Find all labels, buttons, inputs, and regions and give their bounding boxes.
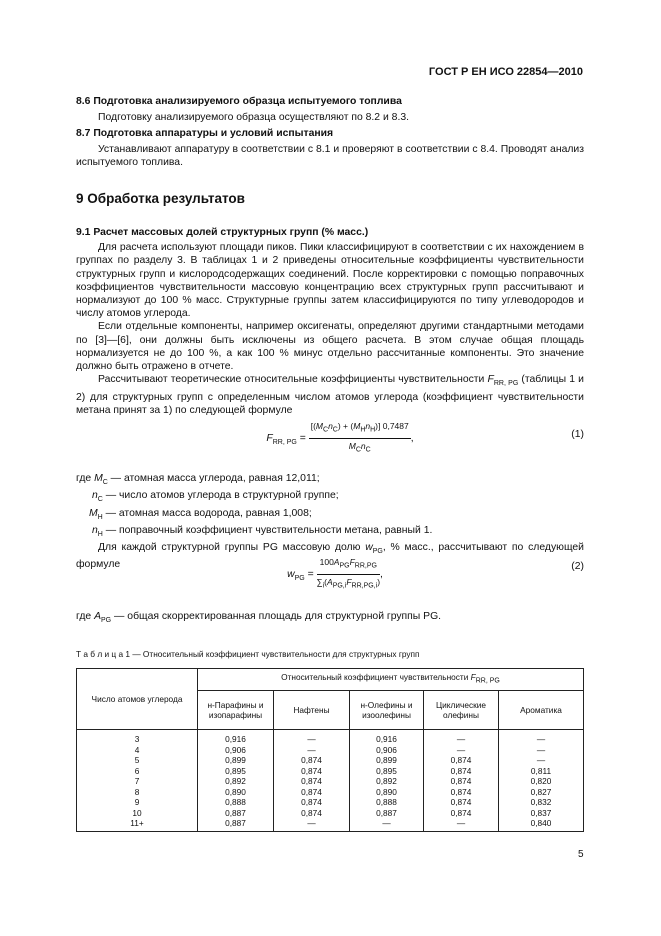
section-9-1 bbox=[76, 226, 584, 417]
table-cell: 5 bbox=[77, 755, 198, 766]
table-cell: 0,899 bbox=[198, 755, 274, 766]
table-cell: 0,916 bbox=[350, 730, 424, 745]
table-cell: 0,811 bbox=[499, 766, 584, 777]
table-row bbox=[77, 755, 584, 766]
table-cell: 0,890 bbox=[350, 787, 424, 798]
table-cell: 0,874 bbox=[274, 766, 350, 777]
table-cell: — bbox=[424, 818, 499, 831]
section-heading: 8.6 Подготовка анализируемого образца испытуемого топлива bbox=[76, 96, 402, 107]
table-row bbox=[77, 745, 584, 756]
table-cell: — bbox=[274, 730, 350, 745]
paragraph: где $A_{PG}$ — общая скорректированная площадь для структурной группы PG. bbox=[76, 611, 442, 625]
table-cell: 0,906 bbox=[350, 745, 424, 756]
formula-number: (1) bbox=[571, 429, 584, 440]
table-cell: 0,887 bbox=[198, 818, 274, 831]
definition: $M_H$ — атомная масса водорода, равная 1,008; bbox=[89, 507, 312, 521]
table-cell: 0,840 bbox=[499, 818, 584, 831]
table-row bbox=[77, 766, 584, 777]
definition: $n_H$ — поправочный коэффициент чувствительности метана, равный 1. bbox=[92, 524, 433, 538]
table-cell: 11+ bbox=[77, 818, 198, 831]
table-cell: 0,895 bbox=[198, 766, 274, 777]
column-header: Циклические олефины bbox=[424, 691, 499, 730]
table-cell: 0,887 bbox=[350, 808, 424, 819]
table-cell: 6 bbox=[77, 766, 198, 777]
table-cell: 0,874 bbox=[424, 797, 499, 808]
column-header: Нафтены bbox=[274, 691, 350, 730]
table-cell: — bbox=[274, 818, 350, 831]
section-8-6 bbox=[76, 95, 584, 124]
formula-number: (2) bbox=[571, 561, 584, 572]
table-cell: 0,916 bbox=[198, 730, 274, 745]
table-cell: 9 bbox=[77, 797, 198, 808]
table-cell: 0,874 bbox=[274, 776, 350, 787]
paragraph: Для расчета используют площади пиков. Пики классифицируют в соответствии с их нахождением в группах по разделу 3. В таблицах 1 и 2 приведены относительные коэффициенты чувствительности структурных групп и кислородсодержащих соединений. После корректировки с помощью поправочных коэффициентов чувствительности массовую концентрацию всех структурных групп рассчитывают и нормализуют до 100 % масс. Структурные группы затем классифицируются по типу углеводородов и числу атомов углерода. bbox=[76, 242, 584, 320]
table-cell: 10 bbox=[77, 808, 198, 819]
table-cell: 0,887 bbox=[198, 808, 274, 819]
table-cell: 0,874 bbox=[424, 808, 499, 819]
table-cell: — bbox=[424, 745, 499, 756]
column-header: Число атомов углерода bbox=[77, 669, 198, 730]
standard-header: ГОСТ Р ЕН ИСО 22854—2010 bbox=[428, 66, 583, 78]
table-cell: 0,874 bbox=[424, 776, 499, 787]
table-cell: 7 bbox=[77, 776, 198, 787]
table-cell: 0,874 bbox=[274, 787, 350, 798]
table-cell: 0,899 bbox=[350, 755, 424, 766]
table-cell: 0,837 bbox=[499, 808, 584, 819]
page-number: 5 bbox=[578, 849, 584, 860]
table-cell: 0,832 bbox=[499, 797, 584, 808]
column-group-header: Относительный коэффициент чувствительности $F_{RR, PG}$ bbox=[198, 669, 584, 691]
table-cell: 0,874 bbox=[274, 808, 350, 819]
table-cell: 0,892 bbox=[350, 776, 424, 787]
table-cell: — bbox=[499, 730, 584, 745]
column-header: н-Олефины и изоолефины bbox=[350, 691, 424, 730]
table-row bbox=[77, 818, 584, 831]
table-cell: 0,874 bbox=[274, 755, 350, 766]
table-cell: 0,874 bbox=[274, 797, 350, 808]
table-cell: — bbox=[274, 745, 350, 756]
table-cell: 4 bbox=[77, 745, 198, 756]
definition: $n_C$ — число атомов углерода в структурной группе; bbox=[92, 490, 339, 504]
table-cell: — bbox=[424, 730, 499, 745]
section-9-heading: 9 Обработка результатов bbox=[76, 191, 245, 206]
paragraph: Рассчитывают теоретические относительные коэффициенты чувствительности $F_{RR, PG}$ (таблицы 1 и 2) для структурных групп с определенным числом атомов углерода (коэффициент чувствительности метана принят за 1) по следующей формуле bbox=[76, 374, 584, 416]
response-factor-table bbox=[76, 668, 584, 832]
section-heading: 9.1 Расчет массовых долей структурных групп (% масс.) bbox=[76, 227, 369, 238]
table-cell: — bbox=[499, 745, 584, 756]
table-caption: Т а б л и ц а 1 — Относительный коэффициент чувствительности для структурных групп bbox=[76, 649, 420, 659]
table-cell: 0,888 bbox=[350, 797, 424, 808]
section-8-7 bbox=[76, 127, 584, 170]
table-row bbox=[77, 776, 584, 787]
table-cell: — bbox=[350, 818, 424, 831]
table-cell: 0,892 bbox=[198, 776, 274, 787]
table-cell: — bbox=[499, 755, 584, 766]
table-row bbox=[77, 730, 584, 745]
paragraph: Устанавливают аппаратуру в соответствии с 8.1 и проверяют в соответствии с 8.4. Проводят анализ испытуемого топлива. bbox=[76, 144, 584, 169]
column-header: н-Парафины и изопарафины bbox=[198, 691, 274, 730]
table-cell: 0,827 bbox=[499, 787, 584, 798]
table-row bbox=[77, 787, 584, 798]
paragraph: Подготовку анализируемого образца осуществляют по 8.2 и 8.3. bbox=[98, 112, 409, 124]
table-cell: 0,890 bbox=[198, 787, 274, 798]
definition: где $M_C$ — атомная масса углерода, равная 12,011; bbox=[76, 473, 320, 487]
formula-2: $w_{PG}$ = $\frac{100A_{PG}F_{RR,PG}}{\sum_i(A_{PG,i}F_{RR,PG,i})}$ , (2) bbox=[287, 557, 584, 590]
table-cell: 0,874 bbox=[424, 755, 499, 766]
table-cell: 0,906 bbox=[198, 745, 274, 756]
table-cell: 0,820 bbox=[499, 776, 584, 787]
table-cell: 0,874 bbox=[424, 787, 499, 798]
table-cell: 0,874 bbox=[424, 766, 499, 777]
paragraph: Если отдельные компоненты, например оксигенаты, определяют другими стандартными методами по [3]—[6], они должны быть исключены из общего расчета. В этом случае общая площадь нормализуется не до 100 %, а как 100 % минус отдельно рассчитанные компоненты. Это значение должно быть отражено в отчете. bbox=[76, 321, 584, 373]
paragraph: Для каждой структурной группы PG массовую долю $w_{PG}$, % масс., рассчитывают по следующей формуле bbox=[76, 542, 584, 571]
table-cell: 3 bbox=[77, 730, 198, 745]
section-heading: 8.7 Подготовка аппаратуры и условий испытания bbox=[76, 128, 334, 139]
table-row bbox=[77, 797, 584, 808]
table-row bbox=[77, 808, 584, 819]
table-cell: 8 bbox=[77, 787, 198, 798]
column-header: Ароматика bbox=[499, 691, 584, 730]
formula-1: $F_{RR, PG}$ = $\frac{[(M_Cn_C) + (M_Hn_H)] 0,7487}{M_Cn_C}$ , (1) bbox=[266, 421, 584, 454]
table-cell: 0,895 bbox=[350, 766, 424, 777]
table-cell: 0,888 bbox=[198, 797, 274, 808]
